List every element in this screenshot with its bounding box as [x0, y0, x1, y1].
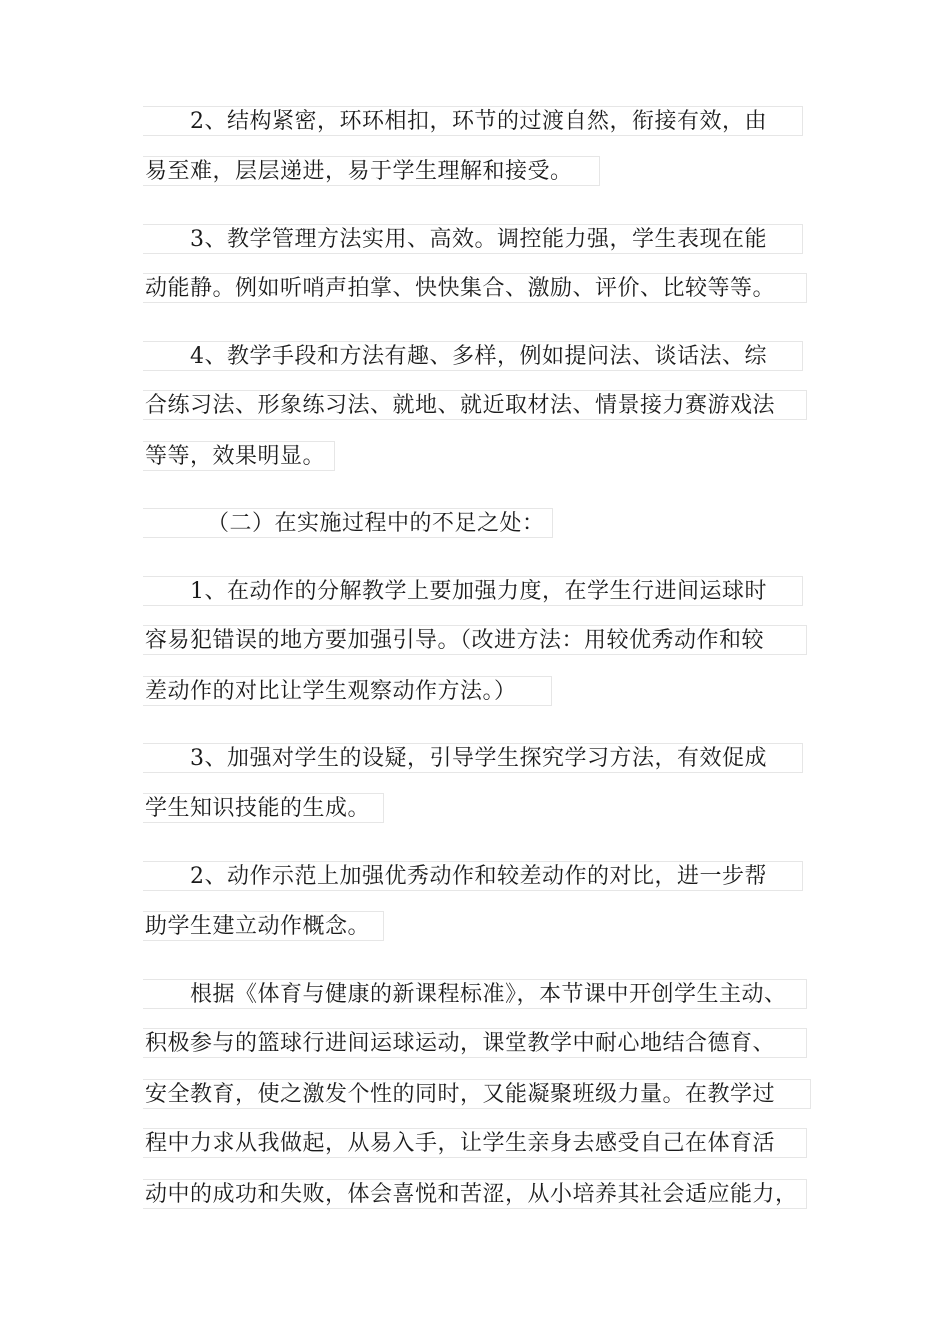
paragraph-7-line-2: 助学生建立动作概念。 [143, 911, 384, 941]
paragraph-3-line-1: 4、教学手段和方法有趣、多样，例如提问法、谈话法、综 [143, 341, 803, 371]
paragraph-5-line-2: 容易犯错误的地方要加强引导。（改进方法：用较优秀动作和较 [143, 625, 807, 655]
paragraph-1-line-1: 2、结构紧密，环环相扣，环节的过渡自然，衔接有效，由 [143, 106, 803, 136]
paragraph-6-line-1: 3、加强对学生的设疑，引导学生探究学习方法，有效促成 [143, 743, 803, 773]
paragraph-8-line-3: 安全教育，使之激发个性的同时，又能凝聚班级力量。在教学过 [143, 1079, 811, 1109]
paragraph-1-line-2: 易至难，层层递进，易于学生理解和接受。 [143, 156, 600, 186]
paragraph-7-line-1: 2、动作示范上加强优秀动作和较差动作的对比，进一步帮 [143, 861, 803, 891]
paragraph-8-line-2: 积极参与的篮球行进间运球运动，课堂教学中耐心地结合德育、 [143, 1028, 807, 1058]
paragraph-5-line-3: 差动作的对比让学生观察动作方法。） [143, 676, 552, 706]
paragraph-3-line-2: 合练习法、形象练习法、就地、就近取材法、情景接力赛游戏法 [143, 390, 807, 420]
paragraph-3-line-3: 等等，效果明显。 [143, 441, 335, 471]
paragraph-8-line-1: 根据《体育与健康的新课程标准》，本节课中开创学生主动、 [143, 979, 807, 1009]
paragraph-6-line-2: 学生知识技能的生成。 [143, 793, 384, 823]
paragraph-8-line-4: 程中力求从我做起，从易入手，让学生亲身去感受自己在体育活 [143, 1128, 807, 1158]
section-heading: （二）在实施过程中的不足之处： [143, 508, 553, 538]
paragraph-5-line-1: 1、在动作的分解教学上要加强力度，在学生行进间运球时 [143, 576, 803, 606]
paragraph-2-line-2: 动能静。例如听哨声拍掌、快快集合、激励、评价、比较等等。 [143, 273, 807, 303]
paragraph-8-line-5: 动中的成功和失败，体会喜悦和苦涩，从小培养其社会适应能力， [143, 1179, 807, 1209]
paragraph-2-line-1: 3、教学管理方法实用、高效。调控能力强，学生表现在能 [143, 224, 803, 254]
